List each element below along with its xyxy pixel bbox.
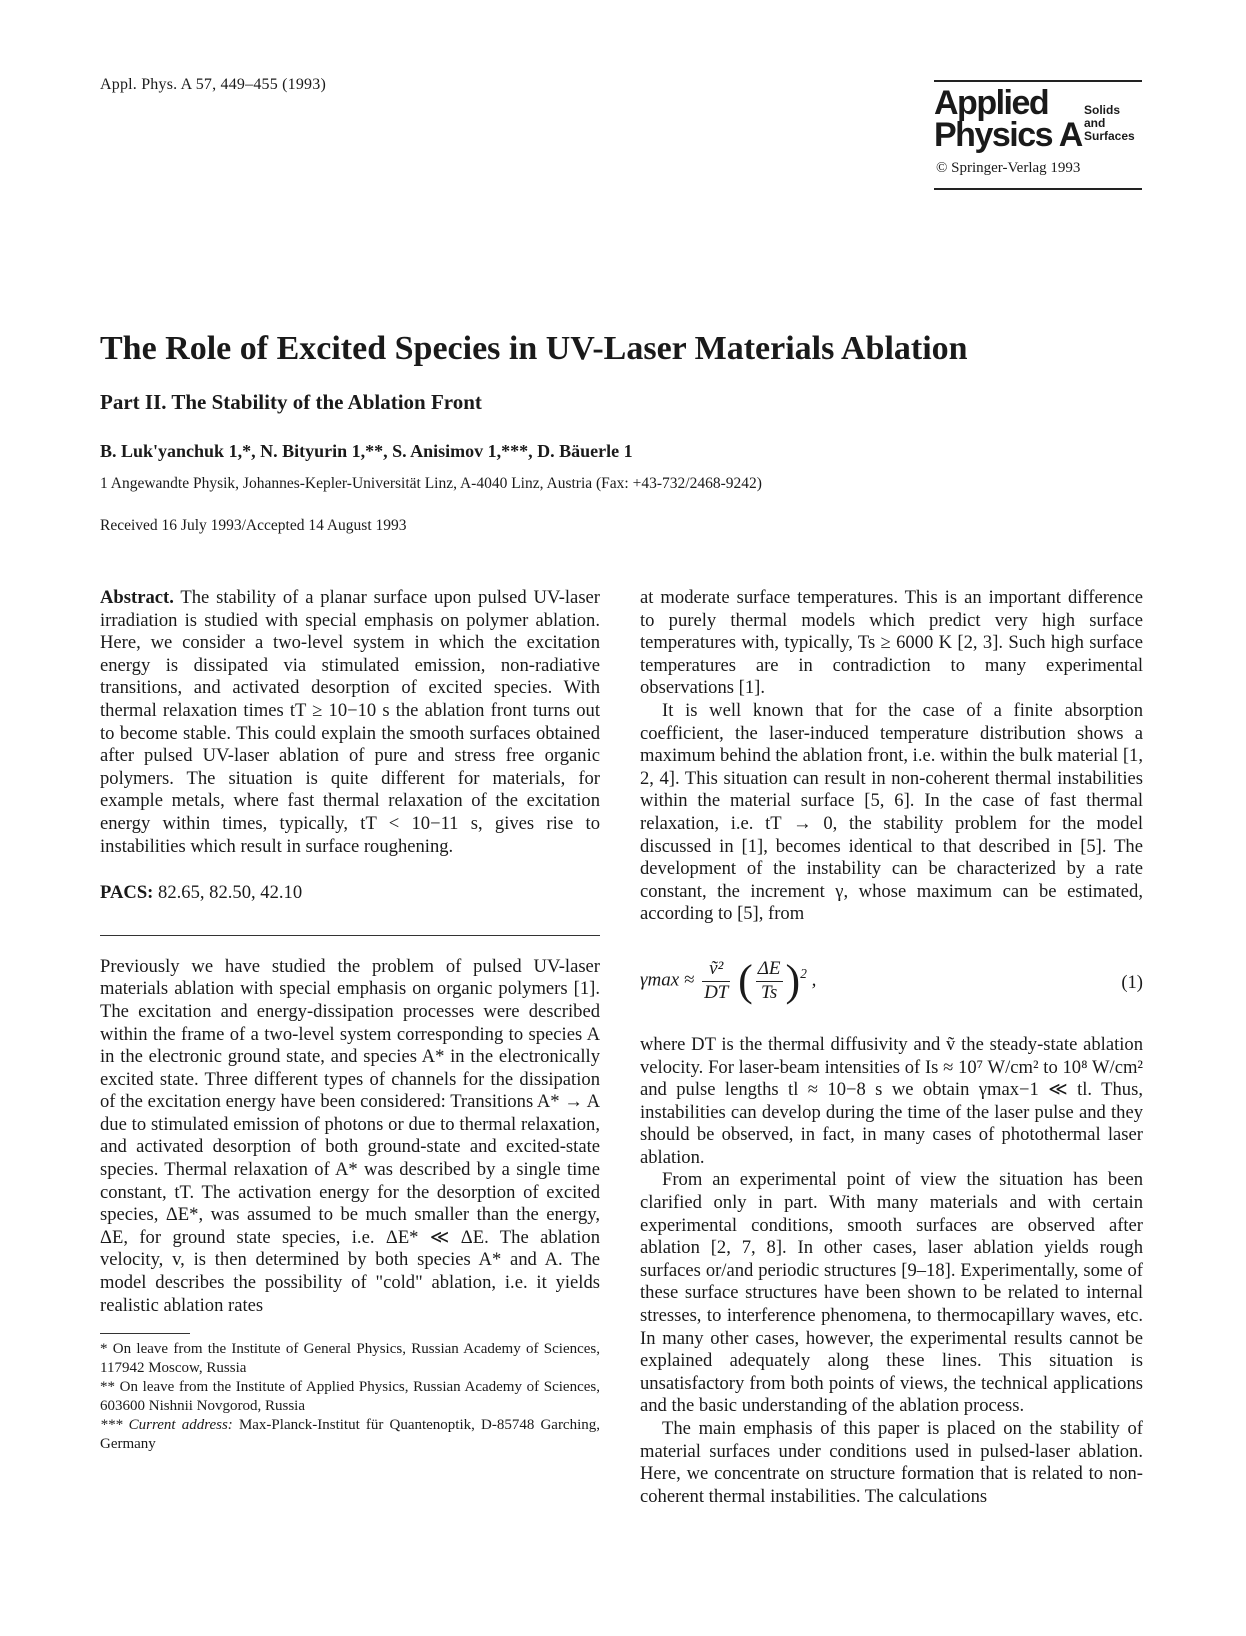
received-dates: Received 16 July 1993/Accepted 14 August 1993 [100, 517, 407, 534]
footnote-divider [100, 1333, 190, 1334]
footnote-3 [100, 1416, 600, 1454]
body-paragraph-1: Previously we have studied the problem of pulsed UV-laser materials ablation with special emphasis on organic polymers [1]. The excitation and energy-dissipation processes were described within the frame of a two-level system corresponding to species A in the electronic ground state, and species A* in the electronically excited state. Three different types of channels for the dissipation of the excitation energy have been considered: Transitions A* → A due to stimulated emission of photons or due to thermal relaxation, and activated desorption of both ground-state and excited-state species. Thermal relaxation of A* was described by a single time constant, tT. The activation energy for the desorption of excited species, ΔE*, was assumed to be much smaller than the energy, ΔE, for ground state species, i.e. ΔE* ≪ ΔE. The ablation velocity, v, is then determined by both species A* and A. The model describes the possibility of "cold" ablation, i.e. it yields realistic ablation rates [100, 955, 600, 1316]
equation-exponent: 2 [800, 966, 807, 982]
right-column [640, 587, 1143, 1508]
logo-word-physics: Physics A [934, 116, 1082, 154]
logo-sub-solids: Solids [1084, 103, 1121, 117]
equation-number: (1) [1121, 971, 1143, 993]
fraction-2-numerator: ΔE [756, 958, 783, 982]
footnote-2: ** On leave from the Institute of Applied Physics, Russian Academy of Sciences, 603600 Nishnii Novgorod, Russia [100, 1379, 600, 1415]
body-paragraph-3: It is well known that for the case of a finite absorption coefficient, the laser-induced temperature distribution shows a maximum behind the ablation front, i.e. within the bulk material [1, 2, 4]. This situation can result in non-coherent thermal instabilities within the material surface [5, 6]. In the case of fast thermal relaxation, i.e. tT → 0, the stability problem for the model discussed in [1], becomes identical to that described in [5]. The development of the instability can be characterized by a rate constant, the increment γ, whose maximum can be estimated, according to [5], from [640, 699, 1143, 925]
equation-expression: γmax ≈ $\frac{\text{ṽ²}}{DT}$ ( $\frac{\Delta E}{Ts}$ )$^2$ , [640, 955, 817, 1005]
equation-fraction-2 [756, 958, 783, 1004]
journal-reference: Appl. Phys. A 57, 449–455 (1993) [100, 76, 326, 93]
logo-sub-surfaces: Surfaces [1084, 129, 1135, 143]
left-column [100, 587, 600, 1454]
abstract-label: Abstract. [100, 587, 174, 608]
equation-lhs: γmax ≈ [640, 969, 695, 991]
article-subtitle: Part II. The Stability of the Ablation Front [100, 390, 482, 414]
abstract [100, 587, 600, 858]
abstract-text: The stability of a planar surface upon pulsed UV-laser irradiation is studied with special emphasis on polymer ablation. Here, we consider a two-level system in which the excitation energy is dissipated via stimulated emission, non-radiative transitions, and activated desorption of excited species. With thermal relaxation times tT ≥ 10−10 s the ablation front turns out to become stable. This could explain the smooth surfaces obtained after pulsed UV-laser ablation of pure and stress free organic polymers. The situation is quite different for materials, for example metals, where fast thermal relaxation of the excitation energy within times, typically, tT < 10−11 s, gives rise to instabilities which result in surface roughening. [100, 587, 600, 857]
body-paragraph-5: From an experimental point of view the situation has been clarified only in part. With many materials and with certain experimental conditions, smooth surfaces are observed after ablation [2, 7, 8]. In other cases, laser ablation yields rough surfaces or/and periodic structures [9–18]. Experimentally, some of these surface structures have been shown to be related to internal stresses, to interference phenomena, to thermocapillary waves, etc. In many other cases, however, the experimental results cannot be explained adequately along these lines. This situation is unsatisfactory from both points of views, the technical applications and the basic understanding of the ablation process. [640, 1169, 1143, 1417]
body-paragraph-2: at moderate surface temperatures. This is an important difference to purely thermal models which predict very high surface temperatures with, typically, Ts ≥ 6000 K [2, 3]. Such high surface temperatures are in contradiction to many experimental observations [1]. [640, 587, 1143, 699]
equation-fraction-1 [702, 958, 730, 1004]
logo-sub-and: and [1084, 116, 1106, 130]
logo-word-applied: Applied [934, 84, 1049, 122]
body-paragraph-4: where DT is the thermal diffusivity and ṽ the steady-state ablation velocity. For laser-beam intensities of Is ≈ 10⁷ W/cm² to 10⁸ W/cm² and pulse lengths tl ≈ 10−8 s we obtain γmax−1 ≪ tl. Thus, instabilities can develop during the time of the laser pulse and they should be observed, in fact, in many cases of photothermal laser ablation. [640, 1033, 1143, 1168]
article-title: The Role of Excited Species in UV-Laser Materials Ablation [100, 330, 968, 367]
journal-logo [934, 80, 1142, 190]
logo-section-label [1084, 104, 1135, 143]
footnote-3-text: Max-Planck-Institut für Quantenoptik, D-85748 Garching, Germany [100, 1417, 601, 1453]
fraction-1-numerator: ṽ² [702, 958, 730, 982]
pacs-line [100, 882, 600, 905]
fraction-1-denominator: DT [704, 981, 729, 1003]
footnote-3-label: *** Current address: [100, 1417, 233, 1434]
section-divider [100, 935, 600, 936]
author-list: B. Luk'yanchuk 1,*, N. Bityurin 1,**, S. Anisimov 1,***, D. Bäuerle 1 [100, 441, 633, 461]
fraction-2-denominator: Ts [761, 981, 778, 1003]
body-paragraph-6: The main emphasis of this paper is placed on the stability of material surfaces under conditions used in pulsed-laser ablation. Here, we concentrate on structure formation that is related to non-coherent thermal instabilities. The calculations [640, 1418, 1143, 1507]
affiliation: 1 Angewandte Physik, Johannes-Kepler-Universität Linz, A-4040 Linz, Austria (Fax: +43-732/2468-9242) [100, 475, 762, 492]
footnote-1: * On leave from the Institute of General Physics, Russian Academy of Sciences, 117942 Moscow, Russia [100, 1341, 600, 1377]
equation-1 [640, 944, 1143, 1024]
pacs-values: 82.65, 82.50, 42.10 [158, 882, 303, 904]
pacs-label: PACS: [100, 882, 154, 904]
copyright-notice: © Springer-Verlag 1993 [936, 160, 1081, 176]
